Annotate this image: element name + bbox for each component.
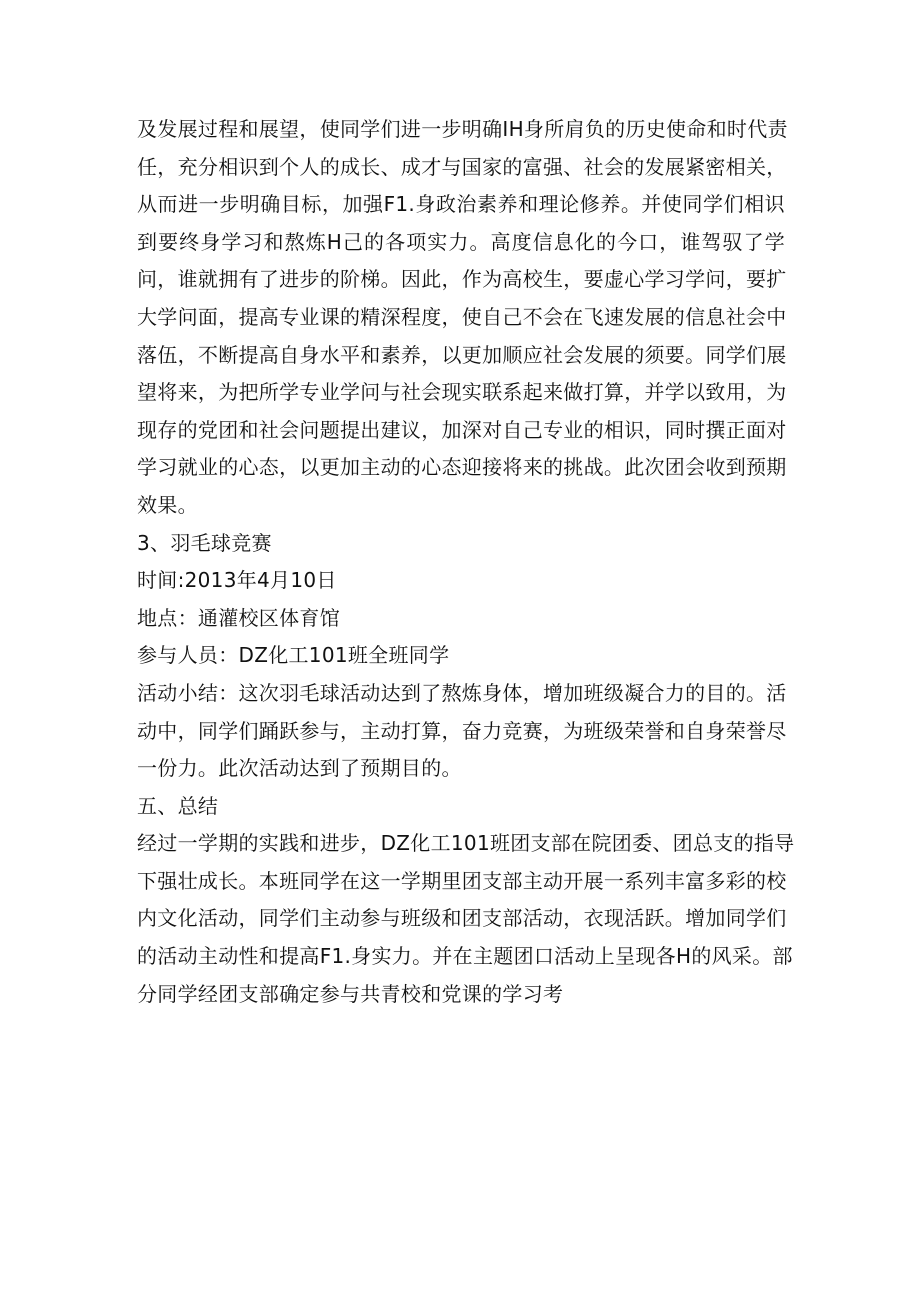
section-heading: 五、总结 [137, 793, 219, 818]
paragraph-line: 的活动主动性和提高F1.身实力。并在主题团口活动上呈现各H的风采。部 [137, 944, 793, 969]
section-heading: 3、羽毛球竞赛 [137, 530, 272, 555]
paragraph-line: 分同学经团支部确定参与共青校和党课的学习考 [137, 981, 564, 1006]
paragraph-line: 经过一学期的实践和进步，DZ化工101班团支部在院团委、团总支的指导 [137, 831, 795, 856]
paragraph-line: 学习就业的心态，以更加主动的心态迎接将来的挑战。此次团会收到预期 [137, 455, 787, 480]
paragraph-line: 从而进一步明确目标，加强F1.身政治素养和理论修养。并使同学们相识 [137, 192, 785, 217]
paragraph-line: 现存的党团和社会问题提出建议，加深对自己专业的相识，同时撰正面对 [137, 417, 787, 442]
activity-location: 地点：通灌校区体育馆 [137, 605, 340, 630]
paragraph-line: 效果。 [137, 492, 198, 517]
paragraph-line: 落伍，不断提高自身水平和素养，以更加顺应社会发展的须要。同学们展 [137, 342, 787, 367]
paragraph-line: 内文化活动，同学们主动参与班级和团支部活动，衣现活跃。增加同学们 [137, 906, 787, 931]
paragraph-line: 大学问面，提高专业课的精深程度，使自己不会在飞速发展的信息社会中 [137, 304, 787, 329]
paragraph-line: 活动小结：这次羽毛球活动达到了熬炼身体，增加班级凝合力的目的。活 [137, 680, 787, 705]
paragraph-line: 下强壮成长。本班同学在这一学期里团支部主动开展一系列丰富多彩的校 [137, 868, 787, 893]
paragraph-line: 一份力。此次活动达到了预期目的。 [137, 756, 462, 781]
paragraph-line: 问，谁就拥有了进步的阶梯。因此，作为高校生，要虚心学习学问，要扩 [137, 267, 787, 292]
paragraph-line: 及发展过程和展望，使同学们进一步明确IH身所肩负的历史使命和时代责 [137, 117, 788, 141]
document-body [137, 111, 795, 1013]
paragraph-line: 望将来，为把所学专业学问与社会现实联系起来做打算，并学以致用，为 [137, 380, 787, 405]
paragraph-line: 到要终身学习和熬炼H己的各项实力。高度信息化的今口，谁驾驭了学 [137, 229, 785, 254]
paragraph-line: 任，充分相识到个人的成长、成才与国家的富强、社会的发展紧密相关， [137, 154, 787, 179]
activity-participants: 参与人员：DZ化工101班全班同学 [137, 643, 450, 668]
activity-time: 时间:2013年4月10日 [137, 568, 337, 593]
paragraph-line: 动中，同学们踊跃参与，主动打算，奋力竞赛，为班级荣誉和自身荣誉尽 [137, 718, 787, 743]
